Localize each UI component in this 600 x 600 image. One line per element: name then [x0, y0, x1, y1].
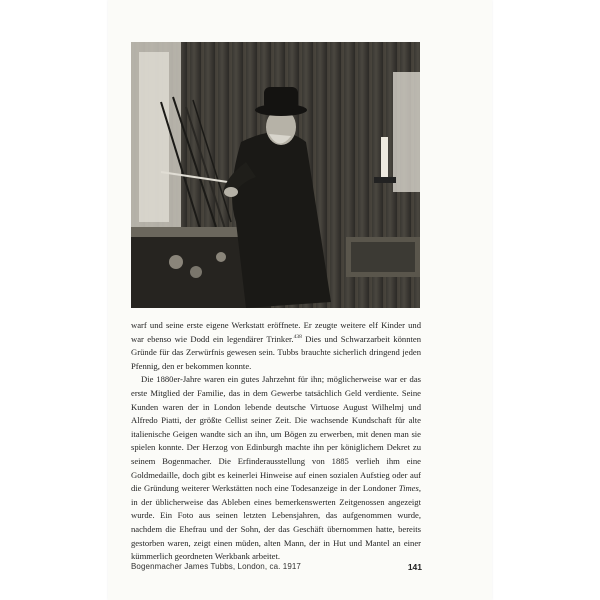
photo-caption: Bogenmacher James Tubbs, London, ca. 1917 — [131, 562, 301, 571]
paragraph-1 — [131, 319, 421, 373]
bow-maker-photo-icon — [131, 42, 420, 308]
historical-photo — [131, 42, 420, 308]
paragraph-2 — [131, 373, 421, 563]
paragraph-1-text-cont: Dies und Schwarzarbeit könnten Gründe für das Zerwürfnis gewesen sein. Tubbs brauchte sicherlich dringend jeden Pfennig, den er bekommen konnte. — [131, 333, 421, 371]
footnote-reference[interactable]: 438 — [293, 333, 302, 340]
newspaper-title: Times — [398, 483, 419, 494]
body-text — [131, 319, 421, 564]
paragraph-2-text-cont: , in der üblicherweise das Ableben eines bemerkenswerten Zeitgenossen angezeigt wurde. Ein Foto aus seinen letzten Lebensjahren, das aufgenommen wurde, nachdem die Ehefrau und der Sohn, der das Geschäft übernommen hatte, bereits gestorben waren, zeigt einen müden, alten Mann, der in Hut und Mantel an einer kümmerlich geordneten Werkbank arbeitet. — [131, 483, 421, 562]
page-number: 141 — [407, 562, 422, 572]
paragraph-1-text: warf und seine erste eigene Werkstatt eröffnete. Er zeugte weitere elf Kinder und war ebenso wie Dodd ein legendärer Trinker. — [131, 320, 421, 344]
paragraph-2-text: Die 1880er-Jahre waren ein gutes Jahrzehnt für ihn; möglicherweise war er das erste Mitglied der Familie, das in dem Gewerbe tatsächlich Geld verdiente. Seine Kunden waren der in London lebende deutsche Virtuose August Wilhelmj und Alfredo Piatti, der größte Cellist seiner Zeit. Die wachsende Kundschaft für alte italienische Geigen wandte sich an ihn, um Bögen zu erwerben, mit denen man sie spielen konnte. Der Herzog von Edinburgh machte ihn per königlichem Dekret zu seinem Bogenmacher. Die Erfinderausstellung von 1885 verlieh ihm eine Goldmedaille, doch gibt es keinerlei Hinweise auf einen sozialen Aufstieg oder auf die Gründung weiterer Werkstätten noch eine Todesanzeige in der Londoner — [131, 374, 421, 494]
